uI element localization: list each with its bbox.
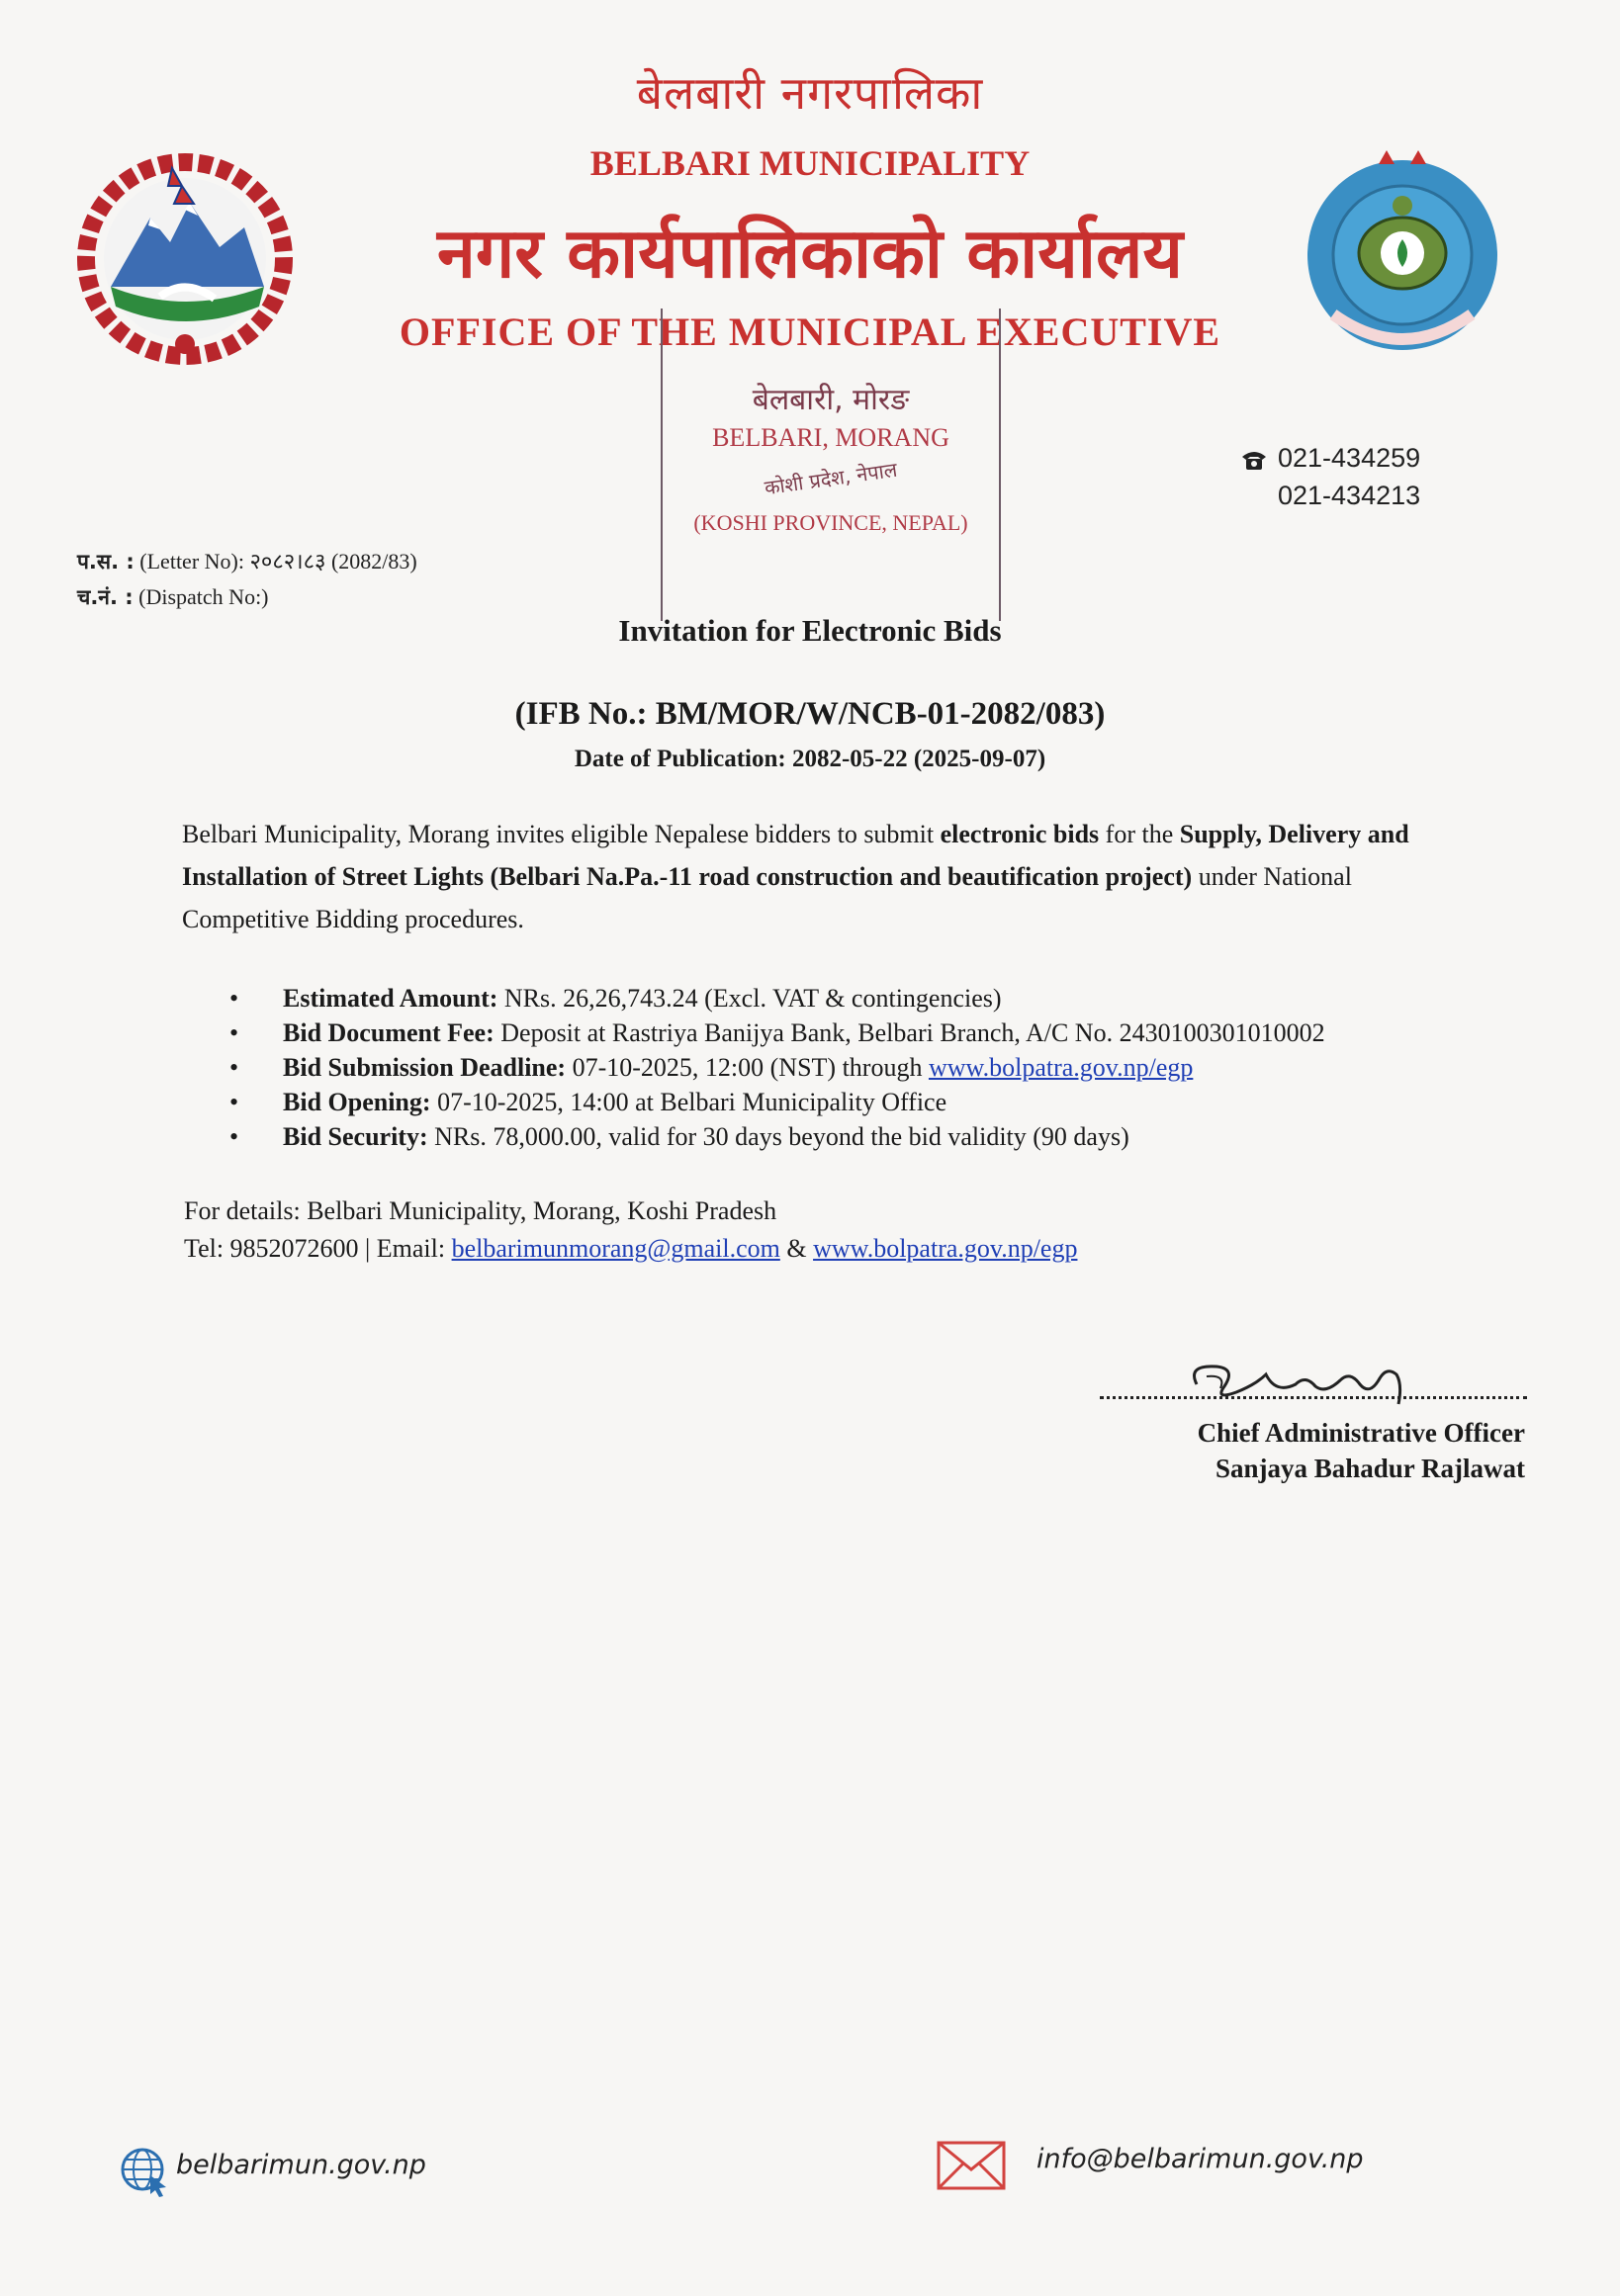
- signatory-title: Chief Administrative Officer: [1197, 1418, 1525, 1448]
- contact-tel: Tel: 9852072600 | Email:: [184, 1234, 452, 1263]
- list-item: [229, 981, 1545, 1016]
- office-name-english: OFFICE OF THE MUNICIPAL EXECUTIVE: [399, 309, 1221, 354]
- list-item: [229, 1050, 1545, 1085]
- publication-date: Date of Publication: 2082-05-22 (2025-09-07): [574, 746, 1046, 772]
- bullet-key: Bid Security:: [283, 1122, 428, 1151]
- footer-email-link[interactable]: info@belbarimun.gov.np: [1036, 2144, 1364, 2174]
- bullet-value: 07-10-2025, 12:00 (NST) through: [566, 1053, 929, 1082]
- phone-number-2: 021-434213: [1278, 481, 1421, 510]
- stamp-place-nepali: बेलबारी, मोरङ: [752, 383, 910, 417]
- phone-number-1: 021-434259: [1278, 443, 1421, 473]
- contact-email-link[interactable]: belbarimunmorang@gmail.com: [451, 1234, 780, 1263]
- bullet-key: Bid Document Fee:: [283, 1018, 495, 1047]
- intro-text-3: under National Competitive Bidding procedures.: [182, 862, 1352, 933]
- bullet-key: Bid Submission Deadline:: [283, 1053, 567, 1082]
- contact-site-link[interactable]: www.bolpatra.gov.np/egp: [813, 1234, 1078, 1263]
- letter-number-text: (Letter No): २०८२।८३ (2082/83): [139, 549, 417, 574]
- contact-line: [184, 1234, 1077, 1264]
- bullet-value: NRs. 26,26,743.24 (Excl. VAT & contingencies): [497, 984, 1002, 1013]
- bullet-key: Estimated Amount:: [283, 984, 498, 1013]
- bolpatra-link[interactable]: www.bolpatra.gov.np/egp: [928, 1053, 1194, 1082]
- bullet-value: Deposit at Rastriya Banijya Bank, Belbari Branch, A/C No. 2430100301010002: [494, 1018, 1325, 1047]
- intro-text-1: Belbari Municipality, Morang invites eligible Nepalese bidders to submit: [182, 820, 941, 848]
- stamp-place-english: BELBARI, MORANG: [712, 423, 949, 452]
- list-item: [229, 1085, 1545, 1119]
- dispatch-number-text: (Dispatch No:): [138, 584, 269, 609]
- intro-bold-1: electronic bids: [940, 820, 1100, 848]
- municipality-name-english: BELBARI MUNICIPALITY: [589, 143, 1031, 183]
- intro-bold-2: Supply, Delivery and Installation of Street Lights (Belbari Na.Pa.-11 road construction and beautification project): [182, 820, 1409, 891]
- document-title: Invitation for Electronic Bids: [618, 613, 1002, 648]
- dispatch-number-label: च.नं. :: [77, 585, 134, 609]
- bullet-value: 07-10-2025, 14:00 at Belbari Municipality Office: [430, 1088, 947, 1116]
- letter-number-label: प.स. :: [77, 550, 135, 574]
- letter-number: [77, 546, 417, 575]
- footer-website-link[interactable]: belbarimun.gov.np: [176, 2150, 426, 2180]
- list-item: [229, 1016, 1545, 1050]
- intro-text-2: for the: [1099, 820, 1180, 848]
- telephone-icon: [1240, 449, 1268, 471]
- intro-paragraph: [182, 813, 1468, 940]
- stamp-province-english: (KOSHI PROVINCE, NEPAL): [693, 510, 968, 535]
- bid-details-list: [229, 981, 1545, 1154]
- globe-icon: [117, 2146, 172, 2197]
- bullet-value: NRs. 78,000.00, valid for 30 days beyond the bid validity (90 days): [427, 1122, 1129, 1151]
- ifb-number: (IFB No.: BM/MOR/W/NCB-01-2082/083): [514, 696, 1106, 732]
- contact-amp: &: [779, 1234, 814, 1263]
- office-stamp: [661, 309, 1001, 621]
- dispatch-number: [77, 583, 269, 611]
- details-line: For details: Belbari Municipality, Morang, Koshi Pradesh: [184, 1196, 777, 1225]
- signature-image: [1177, 1345, 1434, 1414]
- stamp-province-nepali: कोशी प्रदेश, नेपाल: [763, 457, 899, 500]
- envelope-icon: [936, 2140, 1007, 2191]
- office-name-nepali: नगर कार्यपालिकाको कार्यालय: [436, 213, 1184, 294]
- bullet-key: Bid Opening:: [283, 1088, 431, 1116]
- municipality-name-nepali: बेलबारी नगरपालिका: [636, 66, 984, 120]
- signature-line: [1100, 1396, 1527, 1399]
- list-item: [229, 1119, 1545, 1154]
- signatory-name: Sanjaya Bahadur Rajlawat: [1215, 1454, 1525, 1483]
